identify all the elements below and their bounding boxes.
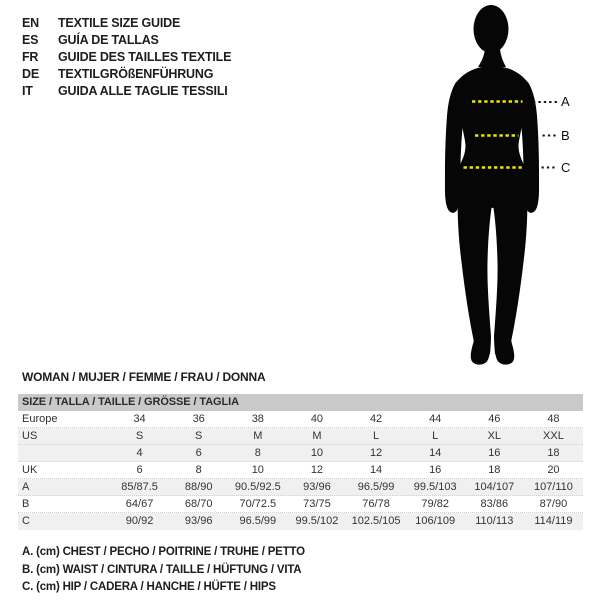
table-cell: 83/86 (480, 498, 509, 510)
language-row (22, 32, 231, 49)
language-title: GUIDE DES TAILLES TEXTILE (58, 50, 232, 64)
table-cell: 106/109 (415, 515, 456, 527)
table-row (18, 428, 583, 445)
table-cell: 96.5/99 (239, 515, 277, 527)
table-cell: 10 (251, 464, 264, 476)
table-cell: 12 (310, 464, 324, 476)
row-label: Europe (22, 413, 58, 425)
table-cell: 110/113 (475, 515, 514, 527)
size-table (18, 394, 583, 530)
table-row (18, 479, 583, 496)
table-cell: M (253, 430, 263, 442)
figure-area (425, 0, 600, 375)
table-cell: S (135, 430, 144, 442)
table-cell: XXL (543, 430, 564, 442)
table-cell: 76/78 (362, 498, 390, 510)
language-title: GUIDA ALLE TAGLIE TESSILI (58, 84, 228, 98)
table-cell: 93/96 (303, 481, 331, 493)
measure-label-b: B (561, 128, 570, 143)
table-cell: 14 (429, 447, 442, 459)
table-cell: 8 (254, 447, 261, 459)
table-cell: 90.5/92.5 (234, 481, 281, 493)
table-row (18, 496, 583, 513)
table-row (18, 462, 583, 479)
measure-label-a: A (561, 94, 570, 109)
woman-silhouette-icon (425, 0, 600, 375)
table-cell: L (373, 430, 380, 442)
table-cell: 68/70 (184, 498, 213, 510)
row-label: B (22, 498, 30, 510)
table-cell: XL (487, 430, 502, 442)
table-cell: 46 (488, 413, 501, 425)
table-cell: 18 (488, 464, 501, 476)
table-cell: 93/96 (184, 515, 213, 527)
legend-line: B. (cm) WAIST / CINTURA / TAILLE / HÜFTUNG / VITA (22, 563, 302, 576)
table-cell: 114/119 (534, 515, 573, 527)
table-cell: 73/75 (303, 498, 331, 510)
row-label: US (22, 430, 38, 442)
table-row (18, 411, 583, 428)
language-code: IT (22, 84, 33, 98)
table-cell: 34 (133, 413, 146, 425)
size-table-body (18, 411, 583, 530)
table-cell: 96.5/99 (357, 481, 395, 493)
table-cell: 36 (192, 413, 205, 425)
table-cell: 38 (251, 413, 264, 425)
table-cell: 64/67 (125, 498, 154, 510)
row-label (18, 445, 110, 461)
legend-line: A. (cm) CHEST / PECHO / POITRINE / TRUHE / PETTO (22, 546, 305, 558)
table-cell: 90/92 (125, 515, 154, 527)
table-row (18, 513, 583, 530)
table-cell: 6 (195, 447, 202, 459)
section-title: WOMAN / MUJER / FEMME / FRAU / DONNA (22, 370, 266, 384)
row-label: C (22, 515, 30, 527)
table-cell: 79/82 (421, 498, 449, 510)
language-row (22, 83, 231, 100)
table-cell: 104/107 (474, 481, 515, 493)
table-cell: L (432, 430, 439, 442)
table-cell: 99.5/103 (413, 481, 457, 493)
table-cell: 107/110 (533, 481, 573, 493)
table-cell: M (312, 430, 322, 442)
size-table-header: SIZE / TALLA / TAILLE / GRÖSSE / TAGLIA (18, 394, 583, 411)
table-cell: 6 (136, 464, 143, 476)
language-code: EN (22, 16, 39, 30)
language-title: TEXTILGRÖßENFÜHRUNG (58, 67, 214, 81)
table-cell: 85/87.5 (121, 481, 158, 493)
language-title: GUÍA DE TALLAS (58, 33, 159, 47)
silhouette-leg-right (493, 176, 527, 354)
table-cell: 14 (369, 464, 383, 476)
language-row (22, 49, 231, 66)
language-row (22, 66, 231, 83)
measurement-legend (22, 544, 305, 597)
table-cell: 8 (195, 464, 202, 476)
language-code: ES (22, 33, 39, 47)
language-code: DE (22, 67, 39, 81)
table-cell: 88/90 (184, 481, 213, 493)
table-cell: 48 (547, 413, 560, 425)
table-cell: 12 (369, 447, 383, 459)
row-label: A (22, 481, 30, 493)
table-cell: 42 (369, 413, 383, 425)
table-cell: 70/72.5 (239, 498, 277, 510)
language-code: FR (22, 50, 39, 64)
table-cell: S (195, 430, 203, 442)
table-cell: 99.5/102 (295, 515, 339, 527)
measure-label-c: C (561, 160, 571, 175)
table-cell: 87/90 (539, 498, 568, 510)
language-row (22, 15, 231, 32)
language-title-list (22, 15, 231, 100)
table-cell: 18 (547, 447, 560, 459)
legend-line: C. (cm) HIP / CADERA / HANCHE / HÜFTE / HIPS (22, 581, 276, 593)
silhouette-leg-left (458, 176, 492, 354)
table-cell: 40 (310, 413, 324, 425)
table-cell: 102.5/105 (351, 515, 401, 527)
table-cell: 10 (310, 447, 324, 459)
table-cell: 16 (429, 464, 442, 476)
table-cell: 4 (136, 447, 143, 459)
row-label: UK (22, 464, 38, 476)
language-title: TEXTILE SIZE GUIDE (58, 16, 181, 30)
table-cell: 44 (429, 413, 442, 425)
table-row (18, 445, 583, 462)
table-cell: 16 (488, 447, 501, 459)
table-cell: 20 (547, 464, 560, 476)
